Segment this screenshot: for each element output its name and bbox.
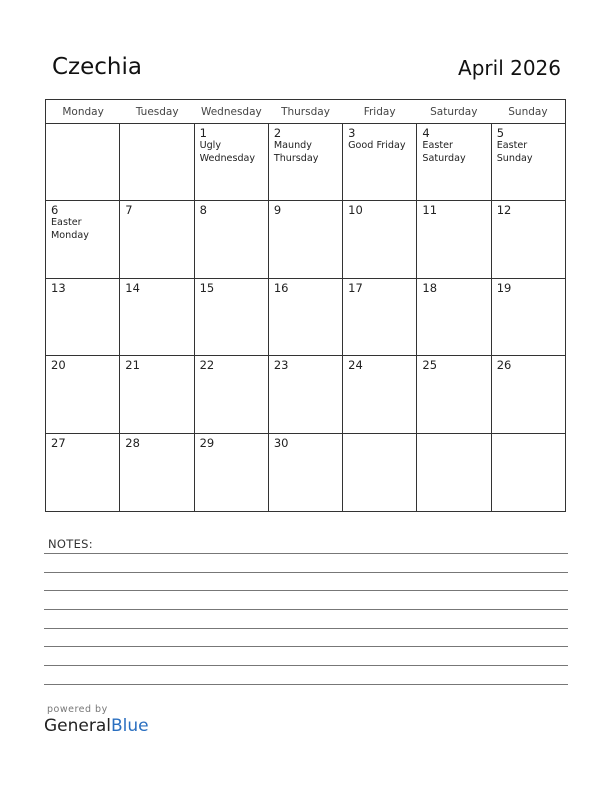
day-number: 2 (273, 126, 282, 140)
day-cell (491, 124, 565, 200)
powered-by-text: powered by (47, 704, 108, 715)
day-number: 24 (348, 358, 363, 373)
notes-line (44, 684, 568, 685)
day-cell (491, 201, 565, 277)
holiday-label: Easter Saturday (422, 140, 466, 164)
day-number: 12 (496, 203, 512, 218)
holiday-label: Good Friday (348, 140, 406, 151)
day-number: 1 (199, 126, 207, 140)
holiday-label: Maundy Thursday (273, 140, 319, 164)
week-row (46, 279, 565, 356)
notes-line (44, 609, 568, 610)
notes-line (44, 553, 568, 554)
day-number: 26 (496, 358, 512, 373)
day-cell (194, 201, 268, 277)
day-number: 30 (273, 435, 289, 450)
brand-name-general: General (44, 716, 111, 736)
weekday-friday: Friday (363, 106, 396, 118)
day-number: 29 (199, 435, 215, 450)
day-number: 28 (125, 435, 140, 450)
weekday-thursday: Thursday (281, 106, 330, 118)
day-cell (46, 279, 119, 355)
day-cell (194, 434, 268, 511)
day-cell (119, 434, 193, 511)
day-number: 3 (348, 126, 356, 140)
day-number: 6 (51, 203, 59, 218)
day-number: 19 (496, 280, 512, 295)
day-number: 4 (422, 126, 430, 140)
month-title: April 2026 (458, 56, 561, 80)
holiday-label: Ugly Wednesday (199, 140, 256, 164)
day-cell (46, 434, 119, 511)
weekday-saturday: Saturday (430, 106, 478, 118)
day-cell (342, 434, 416, 511)
day-number: 11 (422, 203, 438, 218)
day-cell (416, 434, 490, 511)
day-cell (416, 356, 490, 432)
notes-line (44, 590, 568, 591)
day-cell (342, 201, 416, 277)
day-cell (46, 201, 119, 277)
week-row (46, 434, 565, 511)
day-cell (119, 356, 193, 432)
day-cell (46, 356, 119, 432)
day-number: 27 (51, 435, 66, 450)
day-cell (416, 201, 490, 277)
weekday-wednesday: Wednesday (200, 106, 262, 118)
day-cell (268, 356, 342, 432)
day-cell (491, 356, 565, 432)
day-cell (119, 201, 193, 277)
notes-line (44, 628, 568, 629)
day-cell (491, 279, 565, 355)
day-cell (194, 279, 268, 355)
brand-logo[interactable] (44, 716, 149, 736)
notes-label: NOTES: (48, 537, 93, 551)
day-cell (268, 201, 342, 277)
weekday-monday: Monday (62, 106, 104, 118)
day-cell (268, 434, 342, 511)
holiday-label: Easter Monday (51, 217, 89, 241)
day-cell (194, 124, 268, 200)
day-cell (342, 279, 416, 355)
day-cell (342, 124, 416, 200)
week-row (46, 356, 565, 433)
day-number: 18 (422, 280, 438, 295)
week-row (46, 124, 565, 201)
day-cell (194, 356, 268, 432)
day-number: 7 (125, 203, 133, 218)
day-cell (416, 279, 490, 355)
weekday-header (46, 100, 565, 124)
calendar-grid (45, 99, 566, 512)
day-number: 13 (51, 280, 66, 295)
weekday-tuesday: Tuesday (135, 106, 179, 118)
day-number: 9 (273, 203, 282, 218)
day-number: 16 (273, 280, 289, 295)
day-number: 15 (199, 280, 215, 295)
day-cell (119, 124, 193, 200)
day-number: 14 (125, 280, 140, 295)
day-number: 22 (199, 358, 215, 373)
day-cell (268, 124, 342, 200)
notes-line (44, 572, 568, 573)
day-cell (416, 124, 490, 200)
day-number: 10 (348, 203, 363, 218)
day-number: 17 (348, 280, 363, 295)
day-number: 20 (51, 358, 66, 373)
holiday-label: Easter Sunday (496, 140, 533, 164)
day-cell (119, 279, 193, 355)
day-number: 25 (422, 358, 438, 373)
week-row (46, 201, 565, 278)
brand-name-blue: Blue (111, 716, 149, 736)
country-title: Czechia (52, 54, 142, 80)
day-cell (46, 124, 119, 200)
day-number: 5 (496, 126, 505, 140)
day-cell (268, 279, 342, 355)
day-number: 21 (125, 358, 140, 373)
day-number: 23 (273, 358, 289, 373)
day-cell (342, 356, 416, 432)
weekday-sunday: Sunday (508, 106, 548, 118)
day-cell (491, 434, 565, 511)
day-number: 8 (199, 203, 207, 218)
notes-line (44, 665, 568, 666)
notes-line (44, 646, 568, 647)
